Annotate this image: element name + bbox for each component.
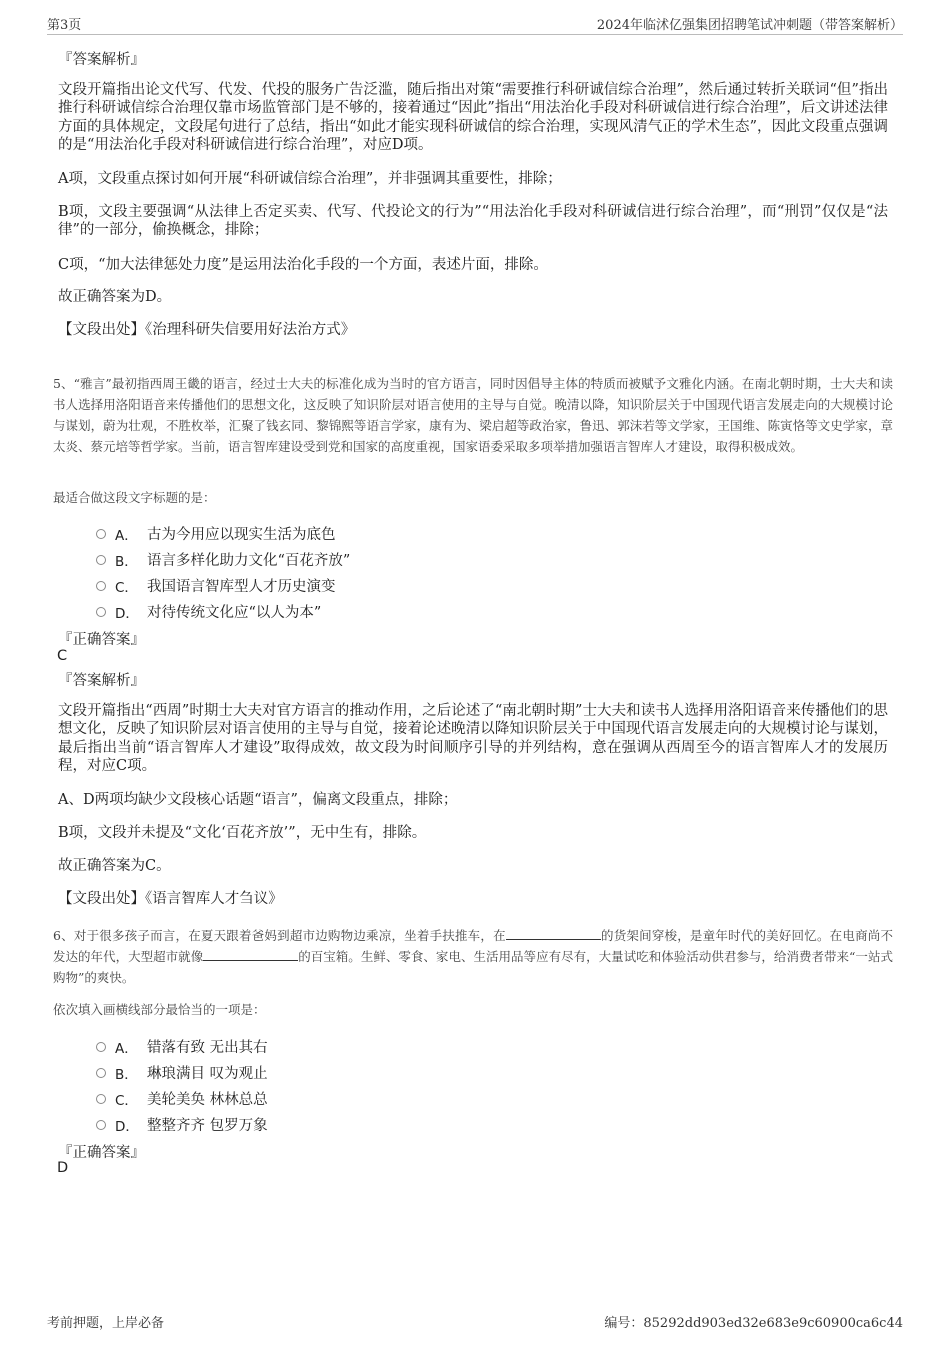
radio-icon[interactable] — [96, 1120, 106, 1130]
q5-option-b[interactable] — [96, 549, 350, 570]
radio-icon[interactable] — [96, 555, 106, 565]
q5-option-ad-note: A、D两项均缺少文段核心话题“语言”，偏离文段重点，排除； — [58, 792, 458, 808]
option-letter: C． — [115, 1092, 138, 1109]
option-letter: A． — [115, 1040, 138, 1057]
page-header — [47, 14, 903, 35]
option-letter: A． — [115, 527, 138, 544]
q5-source: 【文段出处】《语言智库人才刍议》 — [58, 891, 283, 907]
q6-option-a[interactable] — [96, 1036, 268, 1057]
radio-icon[interactable] — [96, 1068, 106, 1078]
fill-blank-1 — [506, 927, 601, 940]
fill-blank-2 — [203, 948, 298, 961]
q5-analysis-label: 『答案解析』 — [58, 673, 145, 689]
q5-answer-label: 『正确答案』 — [58, 632, 145, 648]
option-text: 错落有致 无出其右 — [147, 1040, 268, 1056]
q4-analysis-paragraph: 文段开篇指出论文代写、代发、代投的服务广告泛滥，随后指出对策“需要推行科研诚信综合治理”，然后通过转折关联词“但”指出推行科研诚信综合治理仅靠市场监管部门是不够的，接着通过“因此”指出“用法治化手段对科研诚信进行综合治理”，后文讲述法律方面的具体规定，文段尾句进行了总结，指出“如此才能实现科研诚信的综合治理，实现风清气正的学术生态”，因此文段重点强调的是“用法治化手段对科研诚信进行综合治理”，对应D项。 — [58, 82, 888, 154]
q4-option-a-note: A项，文段重点探讨如何开展“科研诚信综合治理”，并非强调其重要性，排除； — [58, 171, 562, 187]
q5-question-text: 5、“雅言”最初指西周王畿的语言，经过士大夫的标准化成为当时的官方语言，同时因倡导主体的特质而被赋予文雅化内涵。在南北朝时期，士大夫和读书人选择用洛阳语音来传播他们的思想文化，这反映了知识阶层对语言使用的主导与自觉。晚清以降，知识阶层关于中国现代语言发展走向的大规模讨论与谋划，蔚为壮观，不胜枚举，汇聚了钱玄同、黎锦熙等语言学家，康有为、梁启超等政治家，鲁迅、郭沫若等文学家，王国维、陈寅恪等文史学家，章太炎、蔡元培等哲学家。当前，语言智库建设受到党和国家的高度重视，国家语委采取多项举措加强语言智库人才建设，取得积极成效。 — [53, 376, 893, 454]
q5-option-b-note: B项，文段并未提及“文化‘百花齐放’”，无中生有，排除。 — [58, 825, 427, 841]
q4-option-c-note: C项，“加大法律惩处力度”是运用法治化手段的一个方面，表述片面，排除。 — [58, 257, 548, 273]
q5-prompt: 最适合做这段文字标题的是： — [53, 490, 216, 505]
option-text: 语言多样化助力文化“百花齐放” — [147, 553, 351, 569]
option-letter: B． — [115, 1066, 138, 1083]
option-letter: C． — [115, 579, 138, 596]
q6-option-c[interactable] — [96, 1088, 268, 1109]
option-text: 整整齐齐 包罗万象 — [147, 1118, 268, 1134]
q6-question-text — [53, 925, 893, 988]
option-letter: D． — [115, 605, 139, 622]
footer-code: 编号：85292dd903ed32e683e9c60900ca6c44 — [604, 1316, 903, 1331]
radio-icon[interactable] — [96, 607, 106, 617]
option-letter: D． — [115, 1118, 139, 1135]
document-title: 2024年临沭亿强集团招聘笔试冲刺题（带答案解析） — [596, 18, 903, 33]
option-text: 琳琅满目 叹为观止 — [147, 1066, 268, 1082]
q4-analysis-label: 『答案解析』 — [58, 52, 145, 68]
radio-icon[interactable] — [96, 581, 106, 591]
q6-prompt: 依次填入画横线部分最恰当的一项是： — [53, 1002, 266, 1017]
option-letter: B． — [115, 553, 138, 570]
option-text: 古为今用应以现实生活为底色 — [147, 527, 336, 543]
page-number: 第3页 — [47, 18, 82, 33]
q5-option-c[interactable] — [96, 575, 336, 596]
q5-answer: C — [57, 648, 68, 664]
q6-text-part2: 的货架间穿梭，是童年时代的美好回忆。在电商尚不发达的年代，大型超市就像 — [53, 928, 893, 964]
q6-answer-label: 『正确答案』 — [58, 1145, 145, 1161]
radio-icon[interactable] — [96, 529, 106, 539]
q6-option-b[interactable] — [96, 1062, 268, 1083]
q6-text-part3: 的百宝箱。生鲜、零食、家电、生活用品等应有尽有，大量试吃和体验活动供君参与，给消费者带来“一站式购物”的爽快。 — [53, 949, 893, 985]
q5-conclusion: 故正确答案为C。 — [58, 858, 171, 874]
q6-option-d[interactable] — [96, 1114, 268, 1135]
q6-text-part1: 6、对于很多孩子而言，在夏天跟着爸妈到超市边购物边乘凉，坐着手扶推车，在 — [53, 928, 506, 943]
q4-conclusion: 故正确答案为D。 — [58, 289, 172, 305]
page-footer — [47, 1312, 903, 1332]
q6-answer: D — [57, 1160, 69, 1176]
q4-source: 【文段出处】《治理科研失信要用好法治方式》 — [58, 322, 356, 338]
q5-option-a[interactable] — [96, 523, 336, 544]
radio-icon[interactable] — [96, 1042, 106, 1052]
q5-analysis-paragraph: 文段开篇指出“西周”时期士大夫对官方语言的推动作用，之后论述了“南北朝时期”士大夫和读书人选择用洛阳语音来传播他们的思想文化，反映了知识阶层对语言使用的主导与自觉，接着论述晚清以降知识阶层关于中国现代语言发展走向的大规模讨论与谋划，最后指出当前“语言智库人才建设”取得成效，故文段为时间顺序引导的并列结构，意在强调从西周至今的语言智库人才的发展历程，对应C项。 — [58, 703, 888, 775]
option-text: 美轮美奂 林林总总 — [147, 1092, 268, 1108]
footer-slogan: 考前押题，上岸必备 — [47, 1316, 165, 1331]
radio-icon[interactable] — [96, 1094, 106, 1104]
q4-option-b-note: B项，文段主要强调“从法律上否定买卖、代写、代投论文的行为”“用法治化手段对科研诚信进行综合治理”，而“刑罚”仅仅是“法律”的一部分，偷换概念，排除； — [58, 204, 888, 239]
q5-option-d[interactable] — [96, 601, 321, 622]
option-text: 对待传统文化应“以人为本” — [147, 605, 322, 621]
option-text: 我国语言智库型人才历史演变 — [147, 579, 336, 595]
